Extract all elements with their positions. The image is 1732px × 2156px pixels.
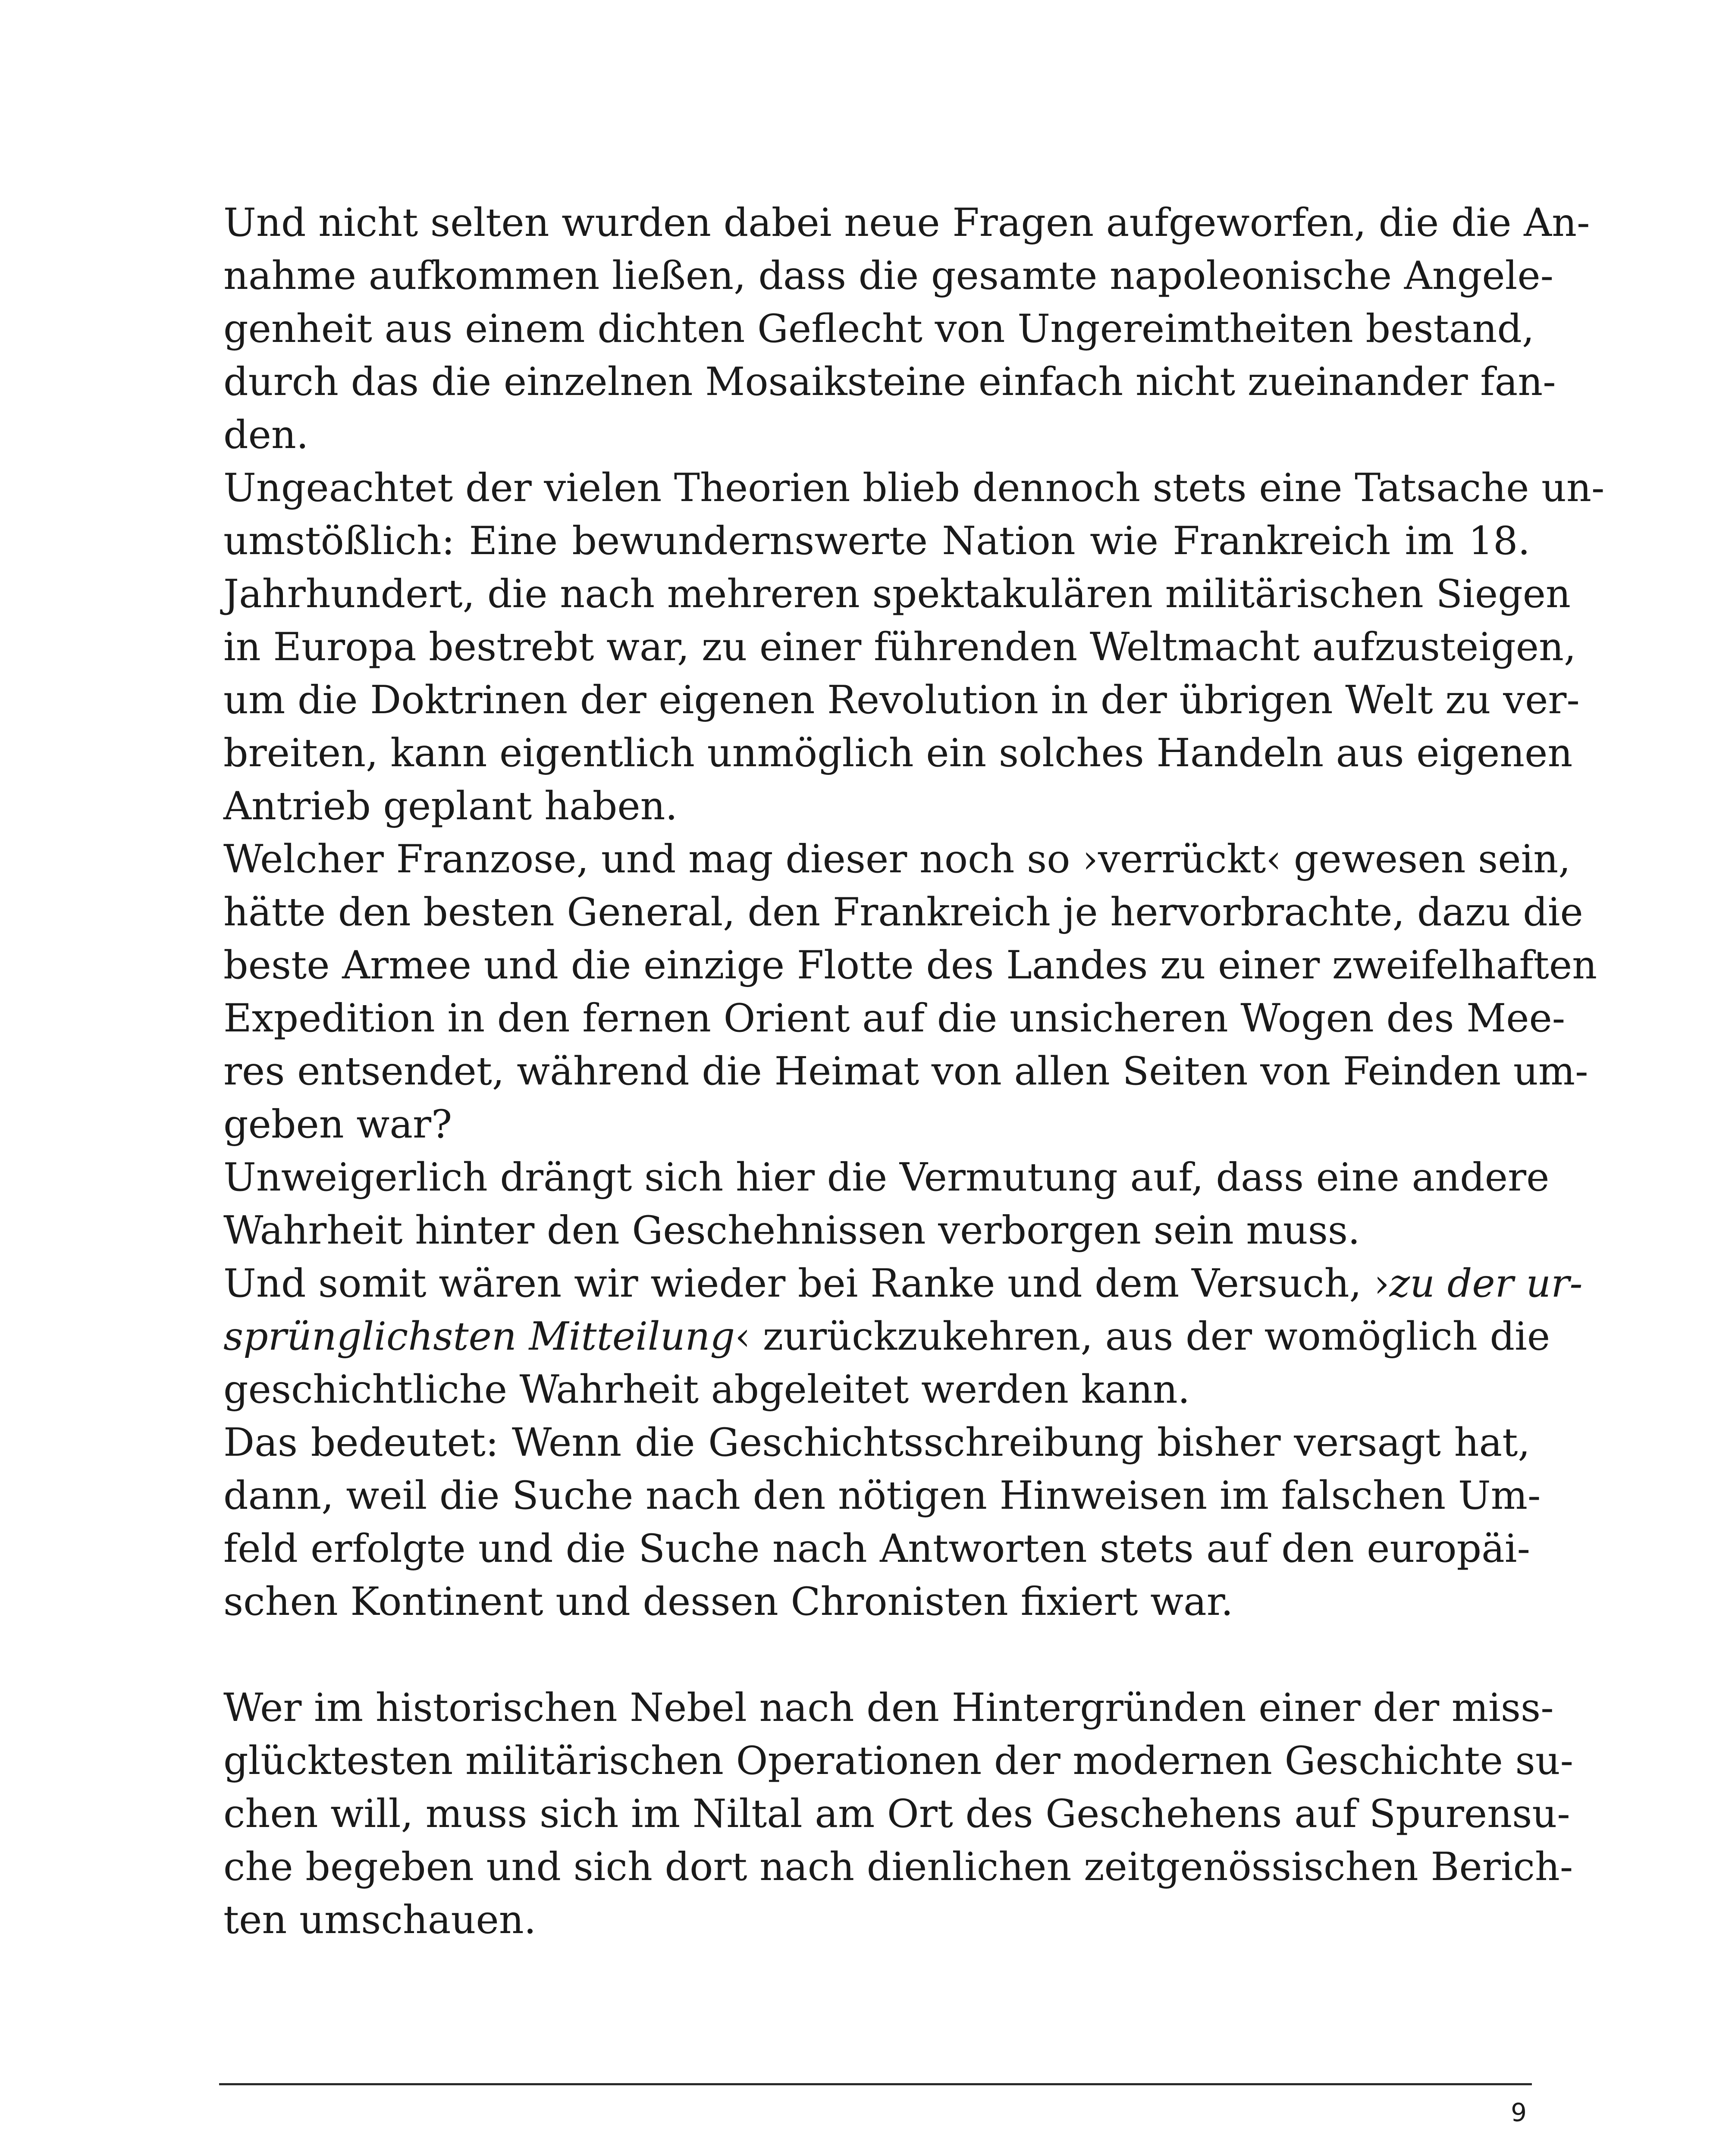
text-line: feld erfolgte und die Suche nach Antworten stets auf den europäi-	[223, 1526, 1530, 1571]
text-line: Expedition in den fernen Orient auf die unsicheren Wogen des Mee-	[223, 996, 1566, 1041]
text-line: hätte den besten General, den Frankreich je hervorbrachte, dazu die	[223, 890, 1583, 935]
text-line: Jahrhundert, die nach mehreren spektakulären militärischen Siegen	[223, 571, 1571, 617]
text-line	[223, 1310, 1550, 1363]
paragraph	[223, 1681, 1574, 1946]
text-line: Wahrheit hinter den Geschehnissen verborgen sein muss.	[223, 1208, 1360, 1253]
paragraph	[223, 196, 1590, 461]
paragraph	[223, 1257, 1583, 1416]
text-line: che begeben und sich dort nach dienlichen zeitgenössischen Berich-	[223, 1844, 1573, 1890]
text-line: in Europa bestrebt war, zu einer führenden Weltmacht aufzusteigen,	[223, 624, 1576, 670]
text-line: geben war?	[223, 1102, 452, 1147]
paragraph-gap	[223, 1628, 1530, 1681]
text-line: nahme aufkommen ließen, dass die gesamte napoleonische Angele-	[223, 253, 1554, 298]
text-line: chen will, muss sich im Niltal am Ort des Geschehens auf Spurensu-	[223, 1791, 1570, 1836]
text-line: dann, weil die Suche nach den nötigen Hinweisen im falschen Um-	[223, 1473, 1541, 1518]
text-run: ‹ zurückzukehren, aus der womöglich die	[735, 1314, 1550, 1359]
text-line: breiten, kann eigentlich unmöglich ein solches Handeln aus eigenen	[223, 730, 1573, 776]
italic-quote: sprünglichsten Mitteilung	[223, 1314, 735, 1359]
footer-divider	[219, 2083, 1532, 2085]
text-run: Und somit wären wir wieder bei Ranke und dem Versuch, ›	[223, 1261, 1390, 1306]
text-line: Antrieb geplant haben.	[223, 783, 678, 829]
text-line: umstößlich: Eine bewundernswerte Nation wie Frankreich im 18.	[223, 518, 1530, 564]
text-line: Wer im historischen Nebel nach den Hintergründen einer der miss-	[223, 1685, 1554, 1730]
text-line	[223, 1257, 1583, 1310]
text-line: Und nicht selten wurden dabei neue Fragen aufgeworfen, die die An-	[223, 200, 1590, 245]
text-line: durch das die einzelnen Mosaiksteine einfach nicht zueinander fan-	[223, 359, 1556, 404]
page-number: 9	[1511, 2098, 1527, 2127]
page-body	[223, 196, 1605, 1946]
text-line: geschichtliche Wahrheit abgeleitet werden kann.	[223, 1367, 1190, 1412]
paragraph	[223, 833, 1597, 1151]
italic-quote: zu der ur-	[1389, 1261, 1583, 1306]
text-line: res entsendet, während die Heimat von allen Seiten von Feinden um-	[223, 1049, 1588, 1094]
text-line: Unweigerlich drängt sich hier die Vermutung auf, dass eine andere	[223, 1155, 1550, 1200]
text-line: Ungeachtet der vielen Theorien blieb dennoch stets eine Tatsache un-	[223, 465, 1605, 511]
text-line: Das bedeutet: Wenn die Geschichtsschreibung bisher versagt hat,	[223, 1420, 1530, 1465]
paragraph	[223, 1416, 1541, 1628]
text-line: ten umschauen.	[223, 1897, 537, 1943]
paragraph	[223, 1151, 1550, 1257]
text-line: Welcher Franzose, und mag dieser noch so ›verrückt‹ gewesen sein,	[223, 837, 1571, 882]
text-line: den.	[223, 412, 309, 458]
text-line: um die Doktrinen der eigenen Revolution in der übrigen Welt zu ver-	[223, 677, 1580, 723]
text-line: schen Kontinent und dessen Chronisten fixiert war.	[223, 1579, 1233, 1624]
text-line: genheit aus einem dichten Geflecht von Ungereimtheiten bestand,	[223, 306, 1534, 351]
paragraph	[223, 461, 1605, 833]
text-line: glücktesten militärischen Operationen der modernen Geschichte su-	[223, 1738, 1574, 1783]
text-line: beste Armee und die einzige Flotte des Landes zu einer zweifelhaften	[223, 943, 1597, 988]
